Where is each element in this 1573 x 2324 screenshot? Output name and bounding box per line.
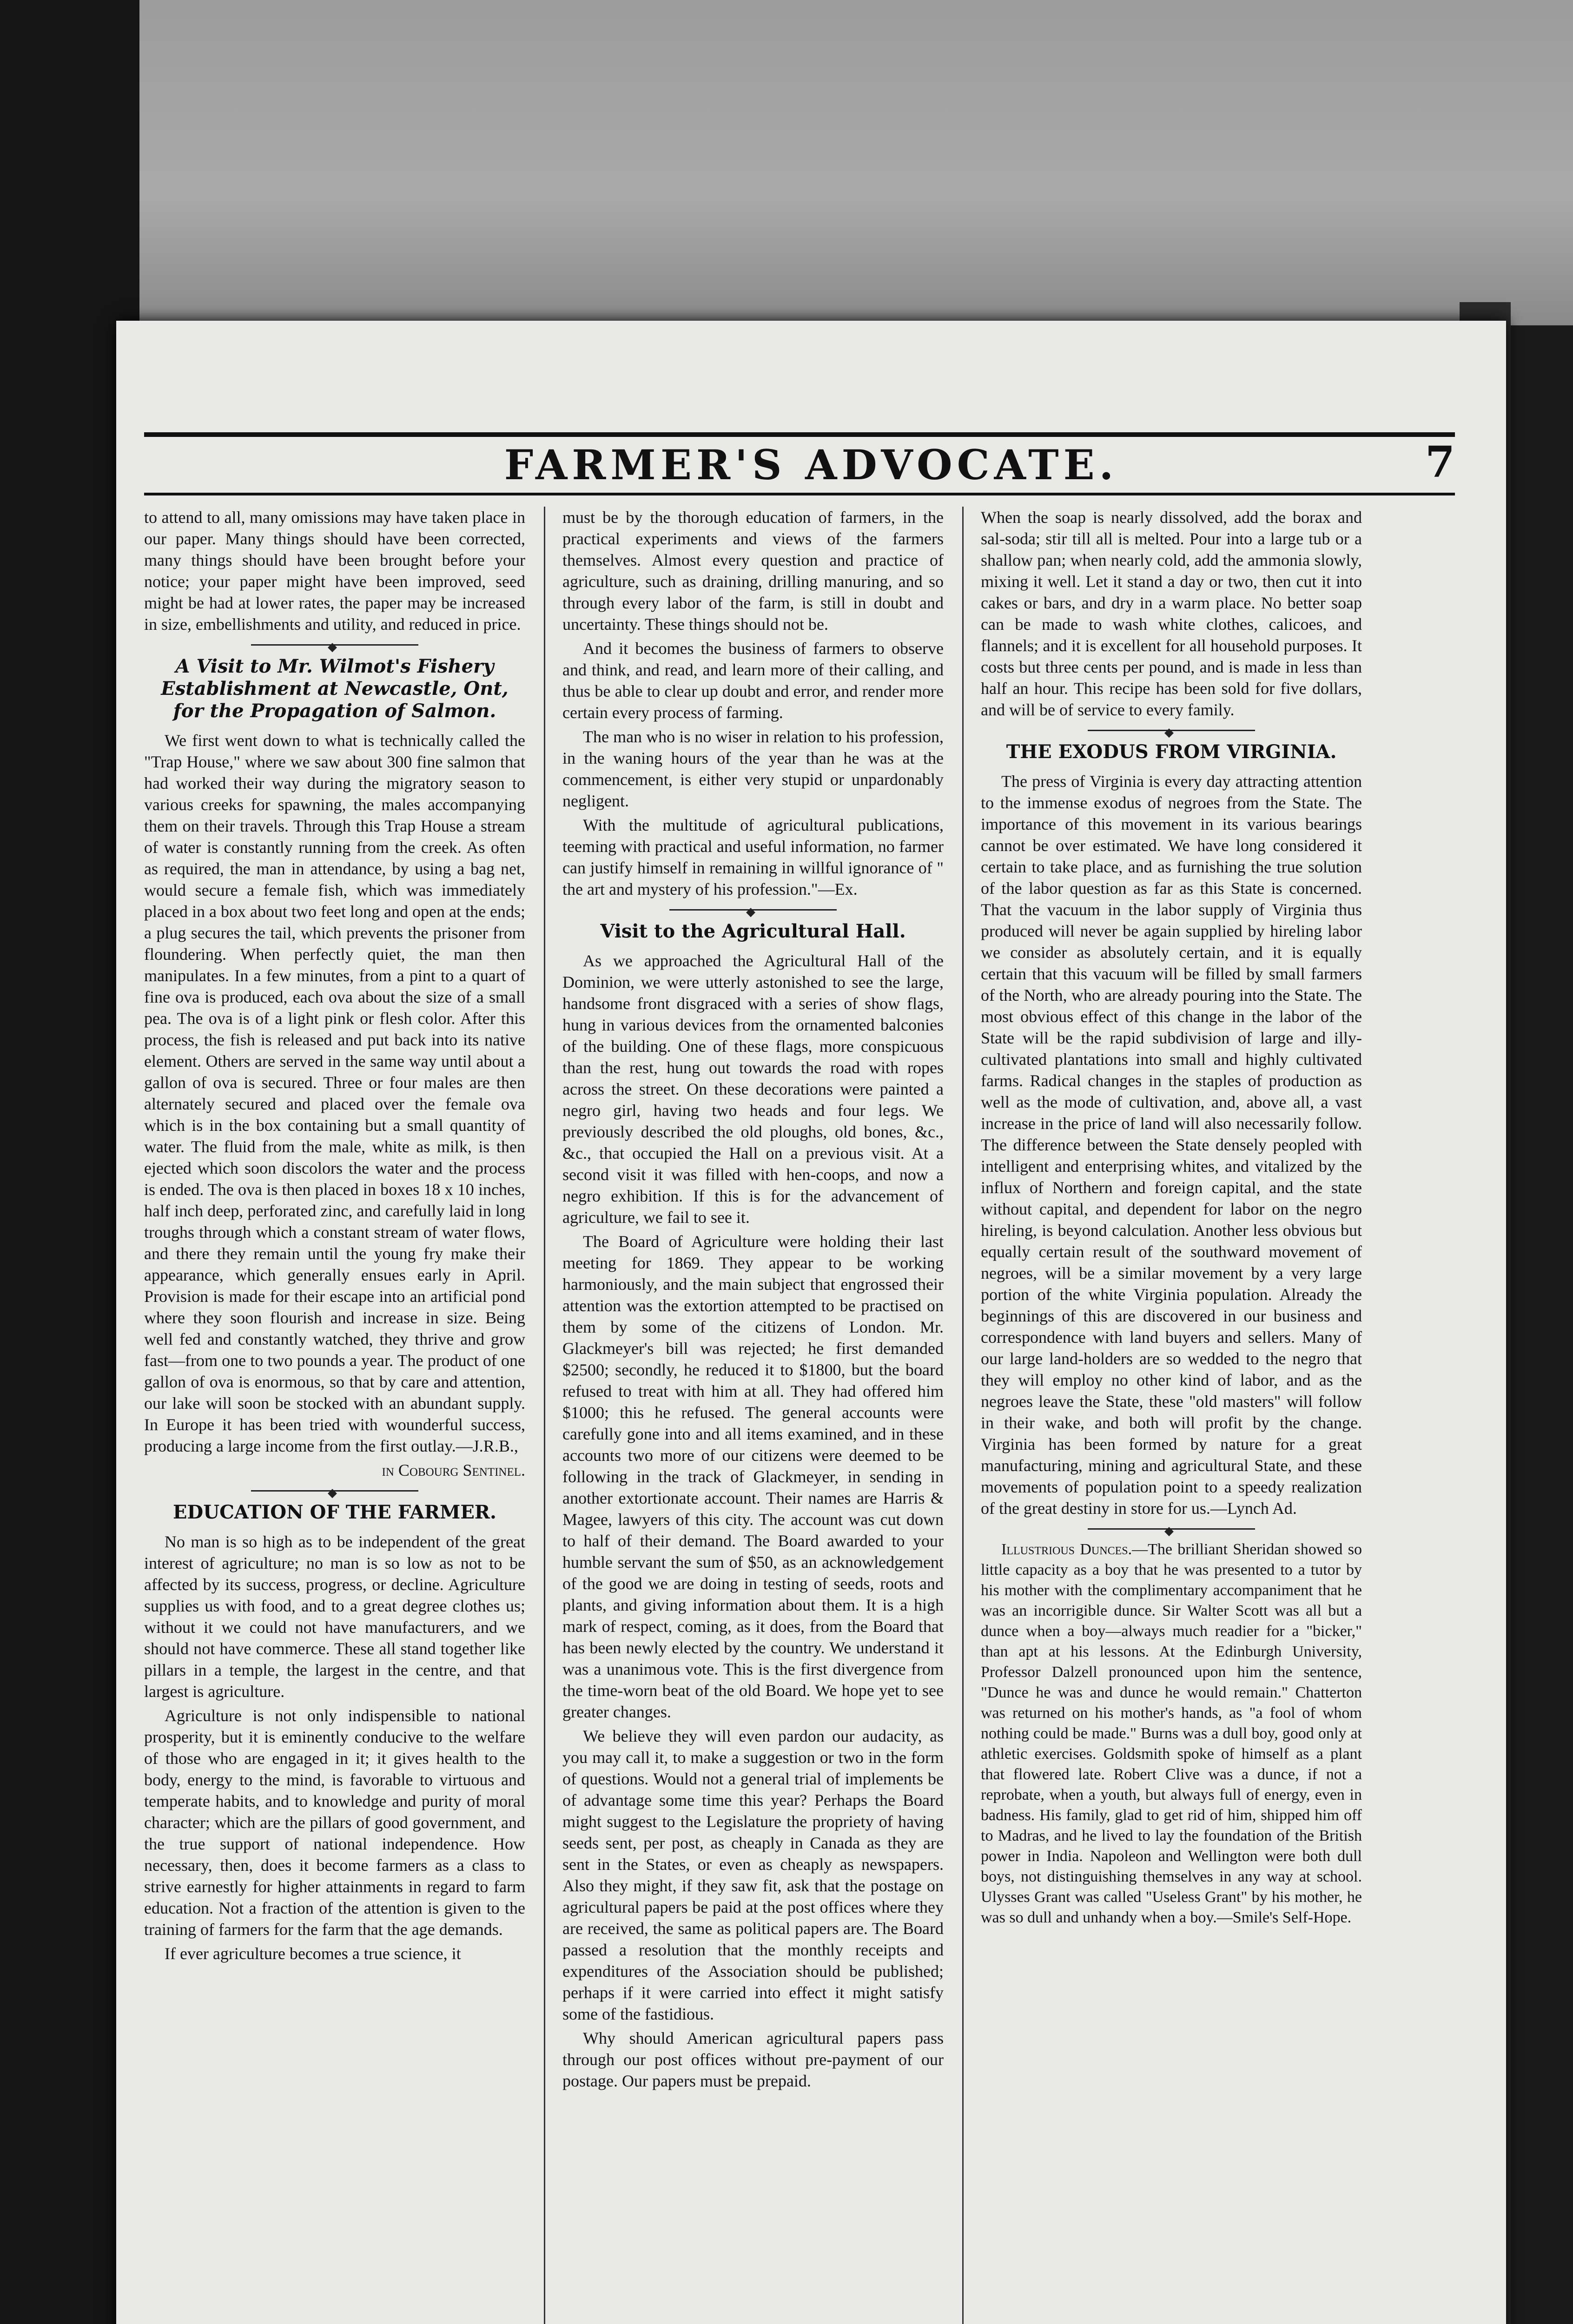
article-title-exodus: THE EXODUS FROM VIRGINIA. — [1006, 741, 1337, 763]
paragraph: If ever agriculture becomes a true science, it — [165, 1944, 461, 1963]
paragraph-dunces — [981, 1539, 1362, 1928]
article-title-salmon: A Visit to Mr. Wilmot's Fishery Establishment at Newcastle, Ont, for the Propagation of Salmon. — [161, 655, 509, 722]
dunces-lead: Illustrious Dunces. — [1001, 1541, 1132, 1558]
column-2 — [562, 507, 944, 2094]
dunces-body: —The brilliant Sheridan showed so little capacity as a boy that he was presented to a tutor by his mother with the complimentary accompaniment that he was an incorrigible dunce. Sir Walter Scott was all but a dunce when a boy—always much readier for a "bicker," than apt at his lessons. At the Edinburgh University, Professor Dalzell pronounced upon him the sentence, "Dunce he was and dunce he would remain." Chatterton was returned on his mother's hands, as "a fool of whom nothing could be made." Burns was a dull boy, good only at athletic exercises. Goldsmith spoke of himself as a plant that flowered late. Robert Clive was a dunce, if not a reprobate, when a youth, but always full of energy, even in badness. His family, glad to get rid of him, shipped him off to Madras, and he lived to lay the foundation of the British power in India. Napoleon and Wellington were both dull boys, not distinguishing themselves in any way at school. Ulysses Grant was called "Useless Grant" by his mother, he was so dull and unhandy when a boy.—Smile's Self-Hope. — [981, 1541, 1362, 1926]
paragraph: No man is so high as to be independent of the great interest of agriculture; no man is so low as not to be affected by its success, progress, or decline. Agriculture supplies us with food, and to a great degree clothes us; without it we could not have manufacturers, and we should not have commerce. These all stand together like pillars in a temple, the largest in the centre, and that largest is agriculture. — [144, 1532, 525, 1701]
ornament-divider — [669, 905, 837, 914]
paragraph: must be by the thorough education of farmers, in the practical experiments and views of the farmers themselves. Almost every question and practice of agriculture, such as draining, drilling manuring, and so through every labor of the farm, is still in doubt and uncertainty. These things should not be. — [562, 508, 944, 634]
paragraph: The Board of Agriculture were holding their last meeting for 1869. They appear to be working harmoniously, and the main subject that engrossed their attention was the extortion attempted to be practised on them by some of the citizens of London. Mr. Glackmeyer's bill was rejected; he first demanded $2500; secondly, he reduced it to $1800, but the board refused to treat with him at all. They had offered him $1000; this he refused. The general accounts were carefully gone into and all items examined, and in these accounts two more of our citizens were deemed to be following in the track of Glackmeyer, in sending in another extortionate account. Their names are Harris & Magee, lawyers of this city. The account was cut down to half of their demand. The Board awarded to your humble servant the sum of $50, as an acknowledgement of the good we are doing in testing of seeds, roots and plants, and giving information about them. It is a high mark of respect, coming, as it does, from the Board that has been newly elected by the country. We understand it was a unanimous vote. This is the first divergence from the time-worn beat of the old Board. We hope yet to see greater changes. — [562, 1232, 944, 1721]
paragraph: With the multitude of agricultural publications, teeming with practical and useful information, no farmer can justify himself in remaining in willful ignorance of " the art and mystery of his profession."—Ex. — [562, 816, 944, 898]
paragraph: We first went down to what is technically called the "Trap House," where we saw about 300 fine salmon that had worked their way during the migratory season to various creeks for spawning, the males accompanying them on their travels. Through this Trap House a stream of water is constantly running from the creek. As often as required, the man in attendance, by using a bag net, would secure a female fish, which was immediately placed in a box about two feet long and open at the ends; a plug secures the tail, which prevents the prisoner from floundering. When perfectly quiet, the man then manipulates. In a few minutes, from a pint to a quart of fine ova is produced, each ova about the size of a small pea. The ova is of a light pink or flesh color. After this process, the fish is released and put back into its native element. Others are served in the same way until about a gallon of ova is secured. Three or four males are then alternately secured and placed over the female ova which is in the box containing but a small quantity of water. The fluid from the male, white as milk, is then ejected which soon discolors the water and the process is ended. The ova is then placed in boxes 18 x 10 inches, half inch deep, perforated zinc, and carefully laid in long troughs through which a constant stream of water flows, and there they remain until the young fry make their appearance, which generally ensues early in April. Provision is made for their escape into an artificial pond where they soon flourish and increase in size. Being well fed and constantly watched, they thrive and grow fast—from one to two pounds a year. The product of one gallon of ova is enormous, so that by care and attention, our lake will soon be stocked with an abundant supply. In Europe it has been tried with wounderful success, producing a large income from the first outlay.—J.R.B., — [144, 731, 525, 1455]
article-title-hall: Visit to the Agricultural Hall. — [600, 920, 906, 942]
paragraph: When the soap is nearly dissolved, add the borax and sal-soda; stir till all is melted. Pour into a large tub or a shallow pan; when nearly cold, add the ammonia slowly, mixing it well. Let it stand a day or two, then cut it into cakes or bars, and dry in a warm place. No better soap can be made to wash white clothes, calicoes, and flannels; and it is excellent for all household purposes. It costs but three cents per pound, and is made in less than half an hour. This recipe has been sold for five dollars, and will be of service to every family. — [981, 508, 1362, 719]
header-rule-top — [144, 432, 1455, 437]
ornament-divider — [1088, 1525, 1255, 1533]
ornament-divider — [251, 1486, 418, 1495]
ornament-divider — [1088, 726, 1255, 734]
ornament-divider — [251, 640, 418, 649]
paragraph: to attend to all, many omissions may have taken place in our paper. Many things should have been corrected, many things should have been brought before your notice; your paper might have been improved, seed might be had at lower rates, the paper may be increased in size, embellishments and utility, and reduced in price. — [144, 508, 525, 634]
column-3 — [981, 507, 1362, 1931]
paragraph: The press of Virginia is every day attracting attention to the immense exodus of negroes from the State. The importance of this movement in its various bearings cannot be over estimated. We have long considered it certain to take place, and as furnishing the true solution of the labor question as far as this State is concerned. That the vacuum in the labor supply of Virginia thus produced will never be again supplied by hireling labor we consider as absolutely certain, and it is equally certain that this vacuum will be filled by small farmers of the North, who are already pouring into the State. The most obvious effect of this change in the labor of the State will be the rapid subdivision of large and illy-cultivated plantations into small and highly cultivated farms. Radical changes in the staples of production as well as the mode of cultivation, and, above all, a vast increase in the price of land will also necessarily follow. The difference between the State densely peopled with intelligent and enterprising whites, and vitalized by the influx of Northern and foreign capital, and the state without capital, and dependent for labor on the negro hireling, is beyond calculation. Another less obvious but equally certain result of the southward movement of negroes, will be a similar movement by a very large portion of the white Virginia population. Already the beginnings of this are discovered in our business and correspondence with land buyers and sellers. Many of our large land-holders are so wedded to the negro that they will employ no other kind of labor, and as the negroes leave the State, these "old masters" will follow in their wake, and both will profit by the change. Virginia has been formed by nature for a great manufacturing, mining and agricultural State, and these movements of population point to a speedy realization of the great destiny in store for us.—Lynch Ad. — [981, 772, 1362, 1518]
paragraph: Why should American agricultural papers pass through our post offices without pre-payment of our postage. Our papers must be prepaid. — [562, 2029, 944, 2090]
scan-backdrop-top — [0, 0, 1573, 325]
paragraph: We believe they will even pardon our audacity, as you may call it, to make a suggestion or two in the form of questions. Would not a general trial of implements be of advantage some time this year? Perhaps the Board might suggest to the Legislature the propriety of having seeds sent, per post, as cheaply in Canada as they are sent in the States, or even as cheaply as newspapers. Also they might, if they saw fit, ask that the postage on agricultural papers be paid at the post offices where they are received, the same as political papers are. The Board passed a resolution that the monthly receipts and expenditures of the Association should be published; perhaps if it were carried into effect it might satisfy some of the fastidious. — [562, 1727, 944, 2023]
paragraph: And it becomes the business of farmers to observe and think, and read, and learn more of their calling, and thus be able to clear up doubt and error, and render more certain every process of farming. — [562, 639, 944, 722]
header-rule-bottom — [144, 493, 1455, 495]
paragraph: The man who is no wiser in relation to his profession, in the waning hours of the year than he was at the commencement, is either very stupid or unpardonably negligent. — [562, 727, 944, 810]
article-title-education: EDUCATION OF THE FARMER. — [173, 1501, 496, 1523]
masthead-title: FARMER'S ADVOCATE. — [504, 441, 1118, 489]
paragraph: Agriculture is not only indispensible to national prosperity, but it is eminently conducive to the welfare of those who are engaged in it; it gives health to the body, energy to the mind, is favorable to virtuous and temperate habits, and to knowledge and purity of moral character; which are the pillars of good government, and the true support of national independence. How necessary, then, does it become farmers as a class to strive earnestly for higher attainments in regard to farm education. Not a fraction of the attention is given to the training of farmers for the farm that the age demands. — [144, 1706, 525, 1939]
page-number: 7 — [1425, 437, 1455, 487]
paragraph: As we approached the Agricultural Hall of the Dominion, we were utterly astonished to see the large, handsome front disgraced with a series of show flags, hung in various devices from the ornamented balconies of the building. One of these flags, more conspicuous than the rest, hung out towards the road with ropes across the street. On these decorations were painted a negro girl, having two heads and four legs. We previously described the old ploughs, old bones, &c., &c., that occupied the Hall on a previous visit. At a second visit it was filled with hen-coops, and now a negro exhibition. If this is for the advancement of agriculture, we fail to see it. — [562, 951, 944, 1227]
newspaper-page — [116, 321, 1506, 2324]
column-divider — [962, 507, 964, 2324]
article-byline: in Cobourg Sentinel. — [382, 1461, 525, 1479]
column-1 — [144, 507, 525, 1967]
column-divider — [544, 507, 545, 2324]
